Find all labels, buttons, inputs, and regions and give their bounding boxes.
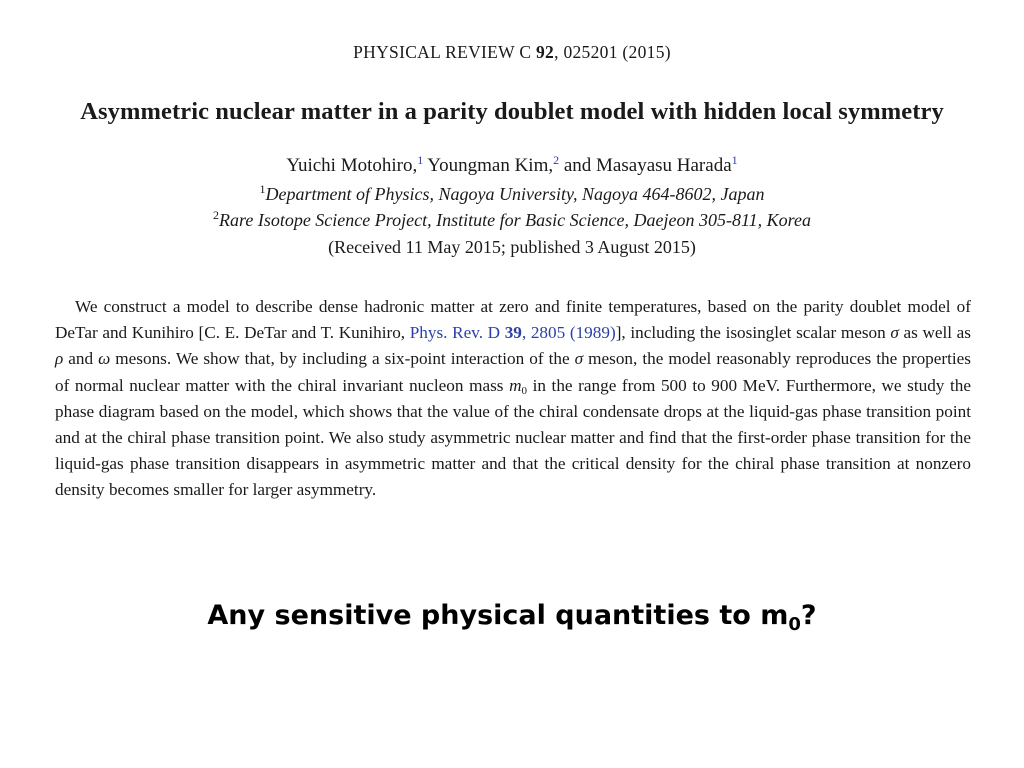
- journal-article-info: , 025201 (2015): [554, 42, 671, 62]
- abstract-text: mesons. We show that, by including a six-point interaction of the: [110, 349, 575, 369]
- abstract-text: meson, the model reasonably reproduces the properties of normal nuclear matter with the chiral invariant nucleon mass: [55, 349, 971, 395]
- question-text: Any sensitive physical quantities to m: [207, 600, 789, 631]
- journal-volume: 92: [535, 42, 555, 62]
- author-harada: and Masayasu Harada: [559, 155, 732, 176]
- symbol-omega: ω: [98, 349, 111, 369]
- symbol-sigma: σ: [574, 349, 584, 369]
- abstract-text: and: [63, 349, 99, 369]
- author-motohiro: Yuichi Motohiro,: [286, 155, 418, 176]
- reference-pages-year[interactable]: , 2805 (1989): [521, 323, 616, 343]
- question-subscript: 0: [788, 614, 801, 635]
- slide-question: [0, 600, 1024, 635]
- affiliation-text: Department of Physics, Nagoya University, Nagoya 464-8602, Japan: [265, 184, 765, 204]
- author-list: [0, 155, 1024, 177]
- symbol-m0: m: [509, 375, 522, 395]
- symbol-m0-subscript: 0: [521, 384, 527, 397]
- question-end: ?: [800, 600, 817, 631]
- abstract-text: ], including the isosinglet scalar meson: [615, 323, 891, 343]
- symbol-rho: ρ: [55, 349, 64, 369]
- reference-volume[interactable]: 39: [504, 323, 522, 343]
- abstract: [55, 294, 971, 504]
- symbol-sigma: σ: [890, 323, 899, 343]
- abstract-text: in the range from 500 to 900 MeV. Furthermore, we study the phase diagram based on the model, which shows that the value of the chiral condensate drops at the liquid-gas phase transition point and at the chiral phase transition point. We also study asymmetric nuclear matter and find that the first-order phase transition for the liquid-gas phase transition disappears in asymmetric matter and that the critical density for the chiral phase transition at nonzero density becomes smaller for larger asymmetry.: [55, 375, 971, 500]
- affiliation-text: Rare Isotope Science Project, Institute for Basic Science, Daejeon 305-811, Korea: [219, 210, 811, 230]
- abstract-text: We construct a model to describe dense hadronic matter at zero and finite temperatures, based on the parity doublet model of DeTar and Kunihiro [C. E. DeTar and T. Kunihiro,: [55, 297, 971, 343]
- reference-link[interactable]: [410, 323, 616, 342]
- author-kim: Youngman Kim,: [423, 155, 554, 176]
- affiliation-marker: 1: [259, 182, 266, 196]
- received-dates: (Received 11 May 2015; published 3 August 2015): [328, 237, 696, 257]
- author-affil-ref-3[interactable]: 1: [731, 153, 738, 167]
- author-affil-ref-2[interactable]: 2: [553, 153, 560, 167]
- affiliation-1: [0, 184, 1024, 205]
- journal-citation: [0, 42, 1024, 63]
- abstract-text: as well as: [898, 323, 971, 343]
- affiliation-2: [0, 210, 1024, 231]
- author-affil-ref-1[interactable]: 1: [417, 153, 424, 167]
- paper-title: Asymmetric nuclear matter in a parity doublet model with hidden local symmetry: [80, 98, 944, 125]
- affiliation-marker: 2: [213, 208, 219, 222]
- reference-journal[interactable]: Phys. Rev. D: [409, 323, 505, 343]
- journal-name: PHYSICAL REVIEW C: [353, 42, 532, 62]
